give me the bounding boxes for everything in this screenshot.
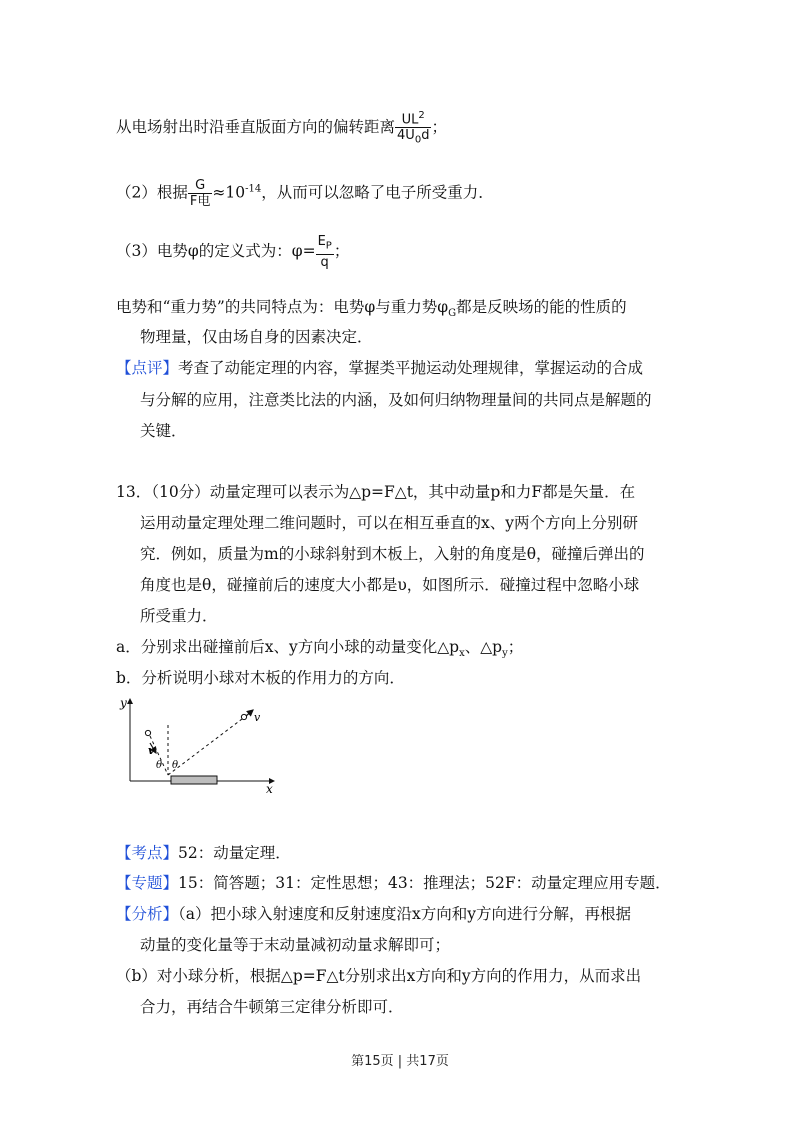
line-1: 从电场射出时沿垂直版面方向的偏转距离 $\frac{UL^2}{4U_0d}$ ； [116, 110, 447, 146]
answer-key-point: 【考点】52：动量定理． [116, 844, 291, 862]
ball-before [145, 730, 150, 735]
answer-analysis-3: （b）对小球分析，根据△p=F△t分别求出x方向和y方向的作用力，从而求出 [116, 967, 642, 985]
page-footer: 第15页 | 共17页 [351, 1054, 449, 1069]
wooden-board [171, 776, 217, 784]
y-axis-label: y [120, 696, 127, 710]
question-13-line-4: 角度也是θ，碰撞前后的速度大小都是υ，如图所示．碰撞过程中忽略小球 [140, 576, 640, 594]
answer-analysis-1: 【分析】（a）把小球入射速度和反射速度沿x方向和y方向进行分解，再根据 [116, 905, 632, 923]
key-point-tag: 【考点】 [116, 844, 179, 862]
line-5: 物理量，仅由场自身的因素决定． [140, 328, 373, 346]
line-8: 关键． [140, 422, 187, 440]
answer-analysis-2: 动量的变化量等于末动量减初动量求解即可； [140, 936, 451, 954]
potential-fraction: $\frac{E_P}{q}$ [317, 234, 332, 270]
question-13-line-5: 所受重力． [140, 607, 218, 625]
sub-question-b: b．分析说明小球对木板的作用力的方向． [116, 669, 405, 687]
question-13-line-3: 究．例如，质量为m的小球斜射到木板上，入射的角度是θ，碰撞后弹出的 [140, 545, 645, 563]
incident-velocity-label: v [148, 744, 155, 757]
line-3: （3）电势φ的定义式为：φ= $\frac{E_P}{q}$ ； [116, 234, 350, 270]
line-4: 电势和“重力势”的共同特点为：电势φ与重力势$\varphi_G$都是反映场的能的性质的 [116, 298, 627, 320]
line-6: 【点评】考查了动能定理的内容，掌握类平抛运动处理规律，掌握运动的合成 [116, 359, 644, 377]
line-2: （2）根据 $\frac{G}{\text{F电}}$ $\approx 10^{-14}$，从而可以忽略了电子所受重力． [116, 178, 494, 209]
question-13-line-1: 13．（10分）动量定理可以表示为△p=F△t，其中动量p和力F都是矢量．在 [116, 483, 636, 501]
reflected-path [168, 719, 242, 775]
deflection-text: 从电场射出时沿垂直版面方向的偏转距离 [116, 117, 396, 136]
gravity-ratio-fraction: $\frac{G}{\text{F电}}$ [189, 178, 211, 209]
deflection-fraction: $\frac{UL^2}{4U_0d}$ [397, 110, 430, 146]
ball-after [241, 714, 246, 719]
reflected-velocity-arrow [246, 710, 253, 716]
reflected-velocity-label: v [254, 711, 261, 724]
collision-diagram [116, 695, 286, 800]
incident-angle-label: θ [156, 760, 163, 771]
sub-question-a: a．分别求出碰撞前后x、y方向小球的动量变化$\triangle p_x$、$\triangle p_y$； [116, 638, 524, 660]
question-13-line-2: 运用动量定理处理二维问题时，可以在相互垂直的x、y两个方向上分别研 [140, 514, 639, 532]
line-7: 与分解的应用，注意类比法的内涵，及如何归纳物理量间的共同点是解题的 [140, 391, 652, 409]
answer-analysis-4: 合力，再结合牛顿第三定律分析即可． [140, 998, 404, 1016]
topic-tag: 【专题】 [116, 874, 179, 892]
reflected-angle-label: θ [172, 760, 179, 771]
answer-topic: 【专题】15：简答题；31：定性思想；43：推理法；52F：动量定理应用专题． [116, 874, 671, 892]
comment-tag: 【点评】 [116, 359, 179, 377]
x-axis-label: x [266, 782, 273, 796]
analysis-tag: 【分析】 [116, 905, 179, 923]
